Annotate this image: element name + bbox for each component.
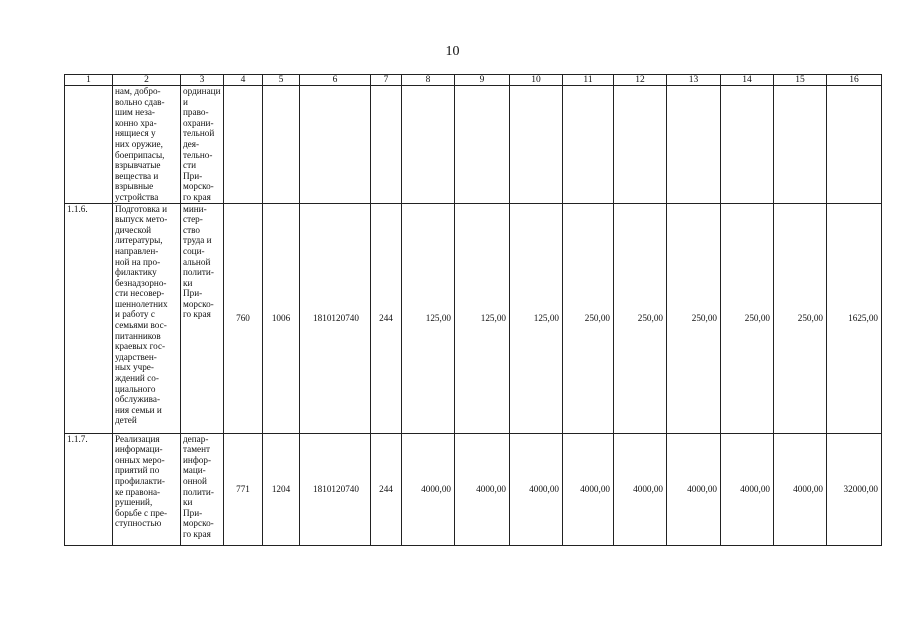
column-header-8: 8 [402,75,455,86]
column-header-1: 1 [65,75,113,86]
data-table [64,74,882,546]
column-header-13: 13 [667,75,721,86]
year-2021-cell: 4000,00 [774,433,827,545]
expense-type-code-cell: 244 [371,203,402,433]
column-header-6: 6 [300,75,371,86]
year-2017-cell: 250,00 [563,203,614,433]
expense-type-code-cell [371,86,402,204]
year-2019-cell: 4000,00 [667,433,721,545]
item-name-cell: Подготовка и выпуск мето- дической литературы, направлен- ной на про- филактику безнадзорно- сти несовер- шеннолетних и работу с семьями вос- питанников краевых гос- ударствен- ных учре- ждений со- циального обслужива- ния семьи и детей [113,203,181,433]
table-row [65,433,882,545]
target-article-code-cell [300,86,371,204]
target-article-code-cell: 1810120740 [300,433,371,545]
year-2020-cell: 250,00 [721,203,774,433]
year-2016-cell [510,86,563,204]
table-row [65,86,882,204]
year-2017-cell [563,86,614,204]
year-2014-cell: 125,00 [402,203,455,433]
item-code-cell: 1.1.6. [65,203,113,433]
year-2021-cell: 250,00 [774,203,827,433]
column-header-9: 9 [455,75,510,86]
column-header-16: 16 [827,75,882,86]
column-header-10: 10 [510,75,563,86]
column-header-2: 2 [113,75,181,86]
column-header-12: 12 [614,75,667,86]
year-2021-cell [774,86,827,204]
year-2019-cell [667,86,721,204]
column-header-3: 3 [181,75,224,86]
total-cell [827,86,882,204]
year-2014-cell: 4000,00 [402,433,455,545]
section-code-cell: 1204 [263,433,300,545]
year-2016-cell: 4000,00 [510,433,563,545]
section-code-cell: 1006 [263,203,300,433]
year-2019-cell: 250,00 [667,203,721,433]
executor-cell: депар- тамент инфор- маци- онной полити- ки При- морско- го края [181,433,224,545]
total-cell: 32000,00 [827,433,882,545]
column-header-4: 4 [224,75,263,86]
executor-cell: ординации право- охрани- тельной дея- тельно- сти При- морско- го края [181,86,224,204]
year-2015-cell [455,86,510,204]
table-header-row [65,75,882,86]
year-2015-cell: 4000,00 [455,433,510,545]
executor-cell: мини- стер- ство труда и соци- альной полити- ки При- морско- го края [181,203,224,433]
year-2020-cell: 4000,00 [721,433,774,545]
year-2017-cell: 4000,00 [563,433,614,545]
gov-code-cell: 771 [224,433,263,545]
column-header-7: 7 [371,75,402,86]
expense-type-code-cell: 244 [371,433,402,545]
column-header-15: 15 [774,75,827,86]
gov-code-cell: 760 [224,203,263,433]
column-header-11: 11 [563,75,614,86]
year-2020-cell [721,86,774,204]
target-article-code-cell: 1810120740 [300,203,371,433]
year-2018-cell: 4000,00 [614,433,667,545]
page-number: 10 [445,44,460,59]
year-2018-cell [614,86,667,204]
table-row [65,203,882,433]
year-2018-cell: 250,00 [614,203,667,433]
item-name-cell: нам, добро- вольно сдав- шим неза- конно хра- нящиеся у них оружие, боеприпасы, взрывчатые вещества и взрывные устройства [113,86,181,204]
column-header-14: 14 [721,75,774,86]
year-2016-cell: 125,00 [510,203,563,433]
column-header-5: 5 [263,75,300,86]
item-name-cell: Реализация информаци- онных меро- приятий по профилакти- ке правона- рушений, борьбе с пре- ступностью [113,433,181,545]
section-code-cell [263,86,300,204]
gov-code-cell [224,86,263,204]
year-2014-cell [402,86,455,204]
year-2015-cell: 125,00 [455,203,510,433]
total-cell: 1625,00 [827,203,882,433]
item-code-cell [65,86,113,204]
item-code-cell: 1.1.7. [65,433,113,545]
